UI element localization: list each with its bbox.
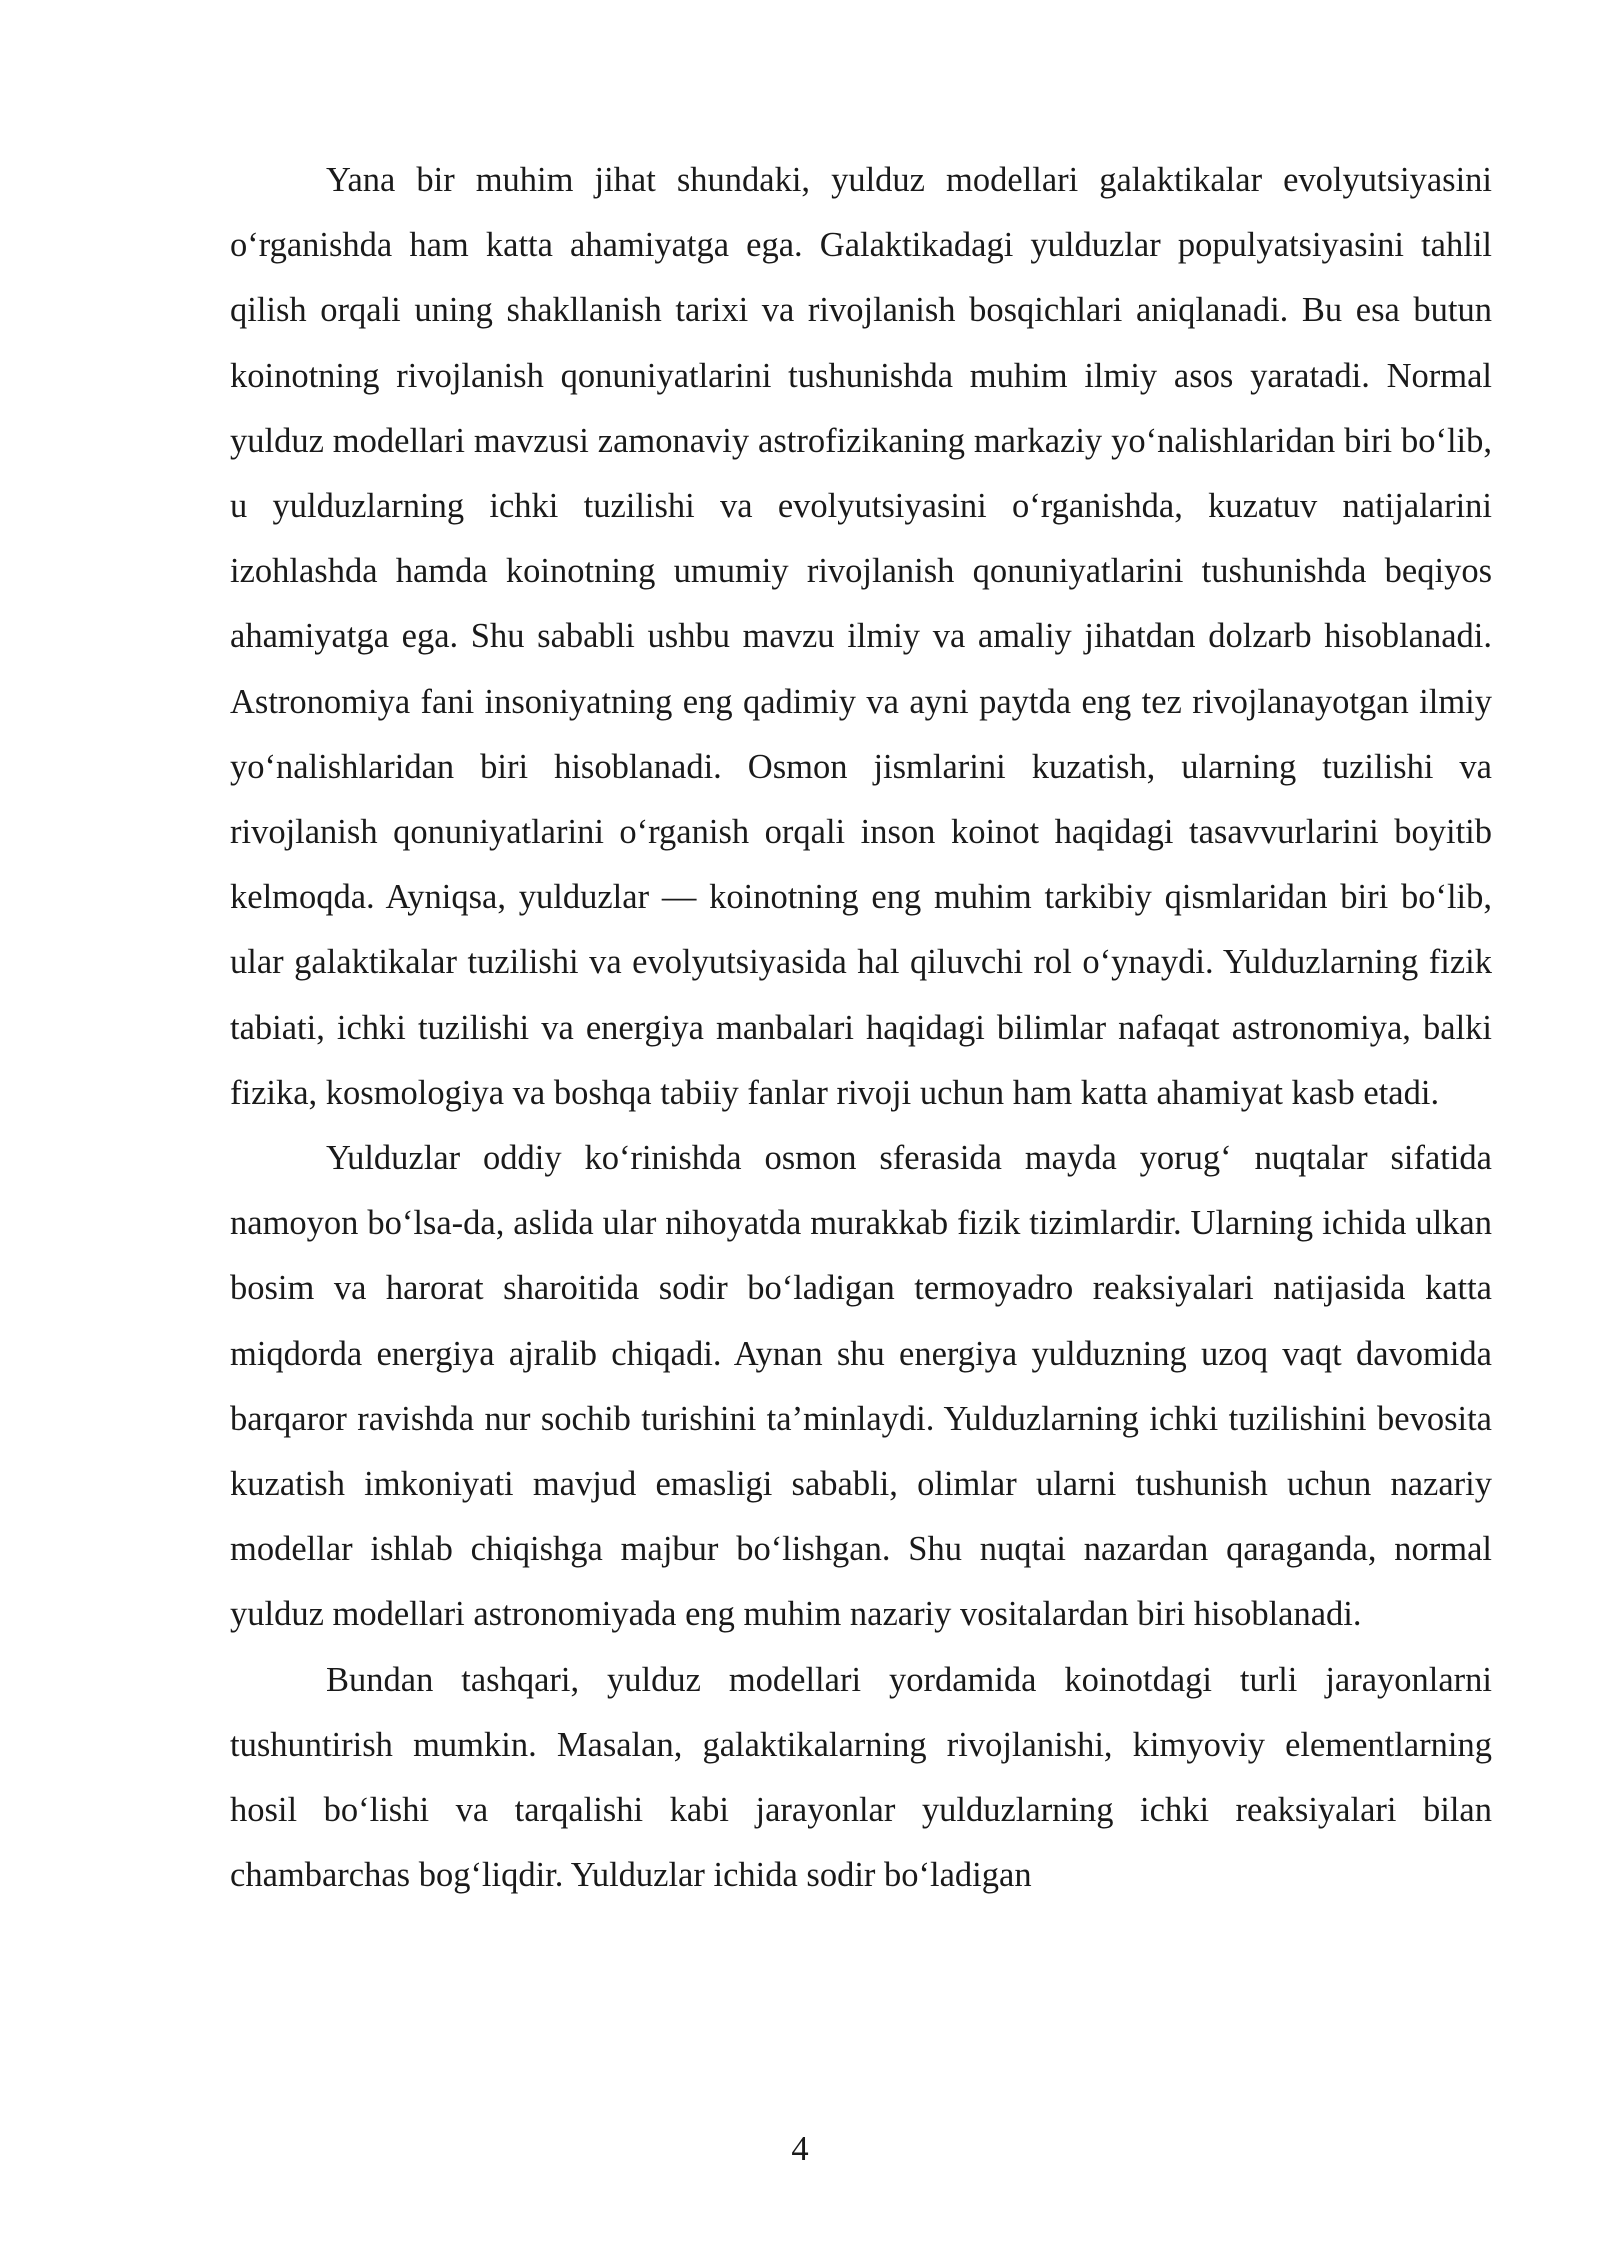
paragraph-1: Yana bir muhim jihat shundaki, yulduz modellari galaktikalar evolyutsiyasini o‘rganishda ham katta ahamiyatga ega. Galaktikadagi yulduzlar populyatsiyasini tahlil qilish orqali uning shakllanish tarixi va rivojlanish bosqichlari aniqlanadi. Bu esa butun koinotning rivojlanish qonuniyatlarini tushunishda muhim ilmiy asos yaratadi. Normal yulduz modellari mavzusi zamonaviy astrofizikaning markaziy yo‘nalishlaridan biri bo‘lib, u yulduzlarning ichki tuzilishi va evolyutsiyasini o‘rganishda, kuzatuv natijalarini izohlashda hamda koinotning umumiy rivojlanish qonuniyatlarini tushunishda beqiyos ahamiyatga ega. Shu sababli ushbu mavzu ilmiy va amaliy jihatdan dolzarb hisoblanadi. Astronomiya fani insoniyatning eng qadimiy va ayni paytda eng tez rivojlanayotgan ilmiy yo‘nalishlaridan biri hisoblanadi. Osmon jismlarini kuzatish, ularning tuzilishi va rivojlanish qonuniyatlarini o‘rganish orqali inson koinot haqidagi tasavvurlarini boyitib kelmoqda. Ayniqsa, yulduzlar — koinotning eng muhim tarkibiy qismlaridan biri bo‘lib, ular galaktikalar tuzilishi va evolyutsiyasida hal qiluvchi rol o‘ynaydi. Yulduzlarning fizik tabiati, ichki tuzilishi va energiya manbalari haqidagi bilimlar nafaqat astronomiya, balki fizika, kosmologiya va boshqa tabiiy fanlar rivoji uchun ham katta ahamiyat kasb etadi. [230, 161, 1492, 1112]
page-number: 4 [791, 2130, 809, 2168]
paragraph-3: Bundan tashqari, yulduz modellari yordamida koinotdagi turli jarayonlarni tushuntirish mumkin. Masalan, galaktikalarning rivojlanishi, kimyoviy elementlarning hosil bo‘lishi va tarqalishi kabi jarayonlar yulduzlarning ichki reaksiyalari bilan chambarchas bog‘liqdir. Yulduzlar ichida sodir bo‘ladigan [230, 1660, 1492, 1895]
paragraph-2: Yulduzlar oddiy ko‘rinishda osmon sferasida mayda yorug‘ nuqtalar sifatida namoyon bo‘lsa-da, aslida ular nihoyatda murakkab fizik tizimlardir. Ularning ichida ulkan bosim va harorat sharoitida sodir bo‘ladigan termoyadro reaksiyalari natijasida katta miqdorda energiya ajralib chiqadi. Aynan shu energiya yulduzning uzoq vaqt davomida barqaror ravishda nur sochib turishini ta’minlaydi. Yulduzlarning ichki tuzilishini bevosita kuzatish imkoniyati mavjud emasligi sababli, olimlar ularni tushunish uchun nazariy modellar ishlab chiqishga majbur bo‘lishgan. Shu nuqtai nazardan qaraganda, normal yulduz modellari astronomiyada eng muhim nazariy vositalardan biri hisoblanadi. [230, 1139, 1492, 1634]
body-text [230, 148, 1492, 1908]
